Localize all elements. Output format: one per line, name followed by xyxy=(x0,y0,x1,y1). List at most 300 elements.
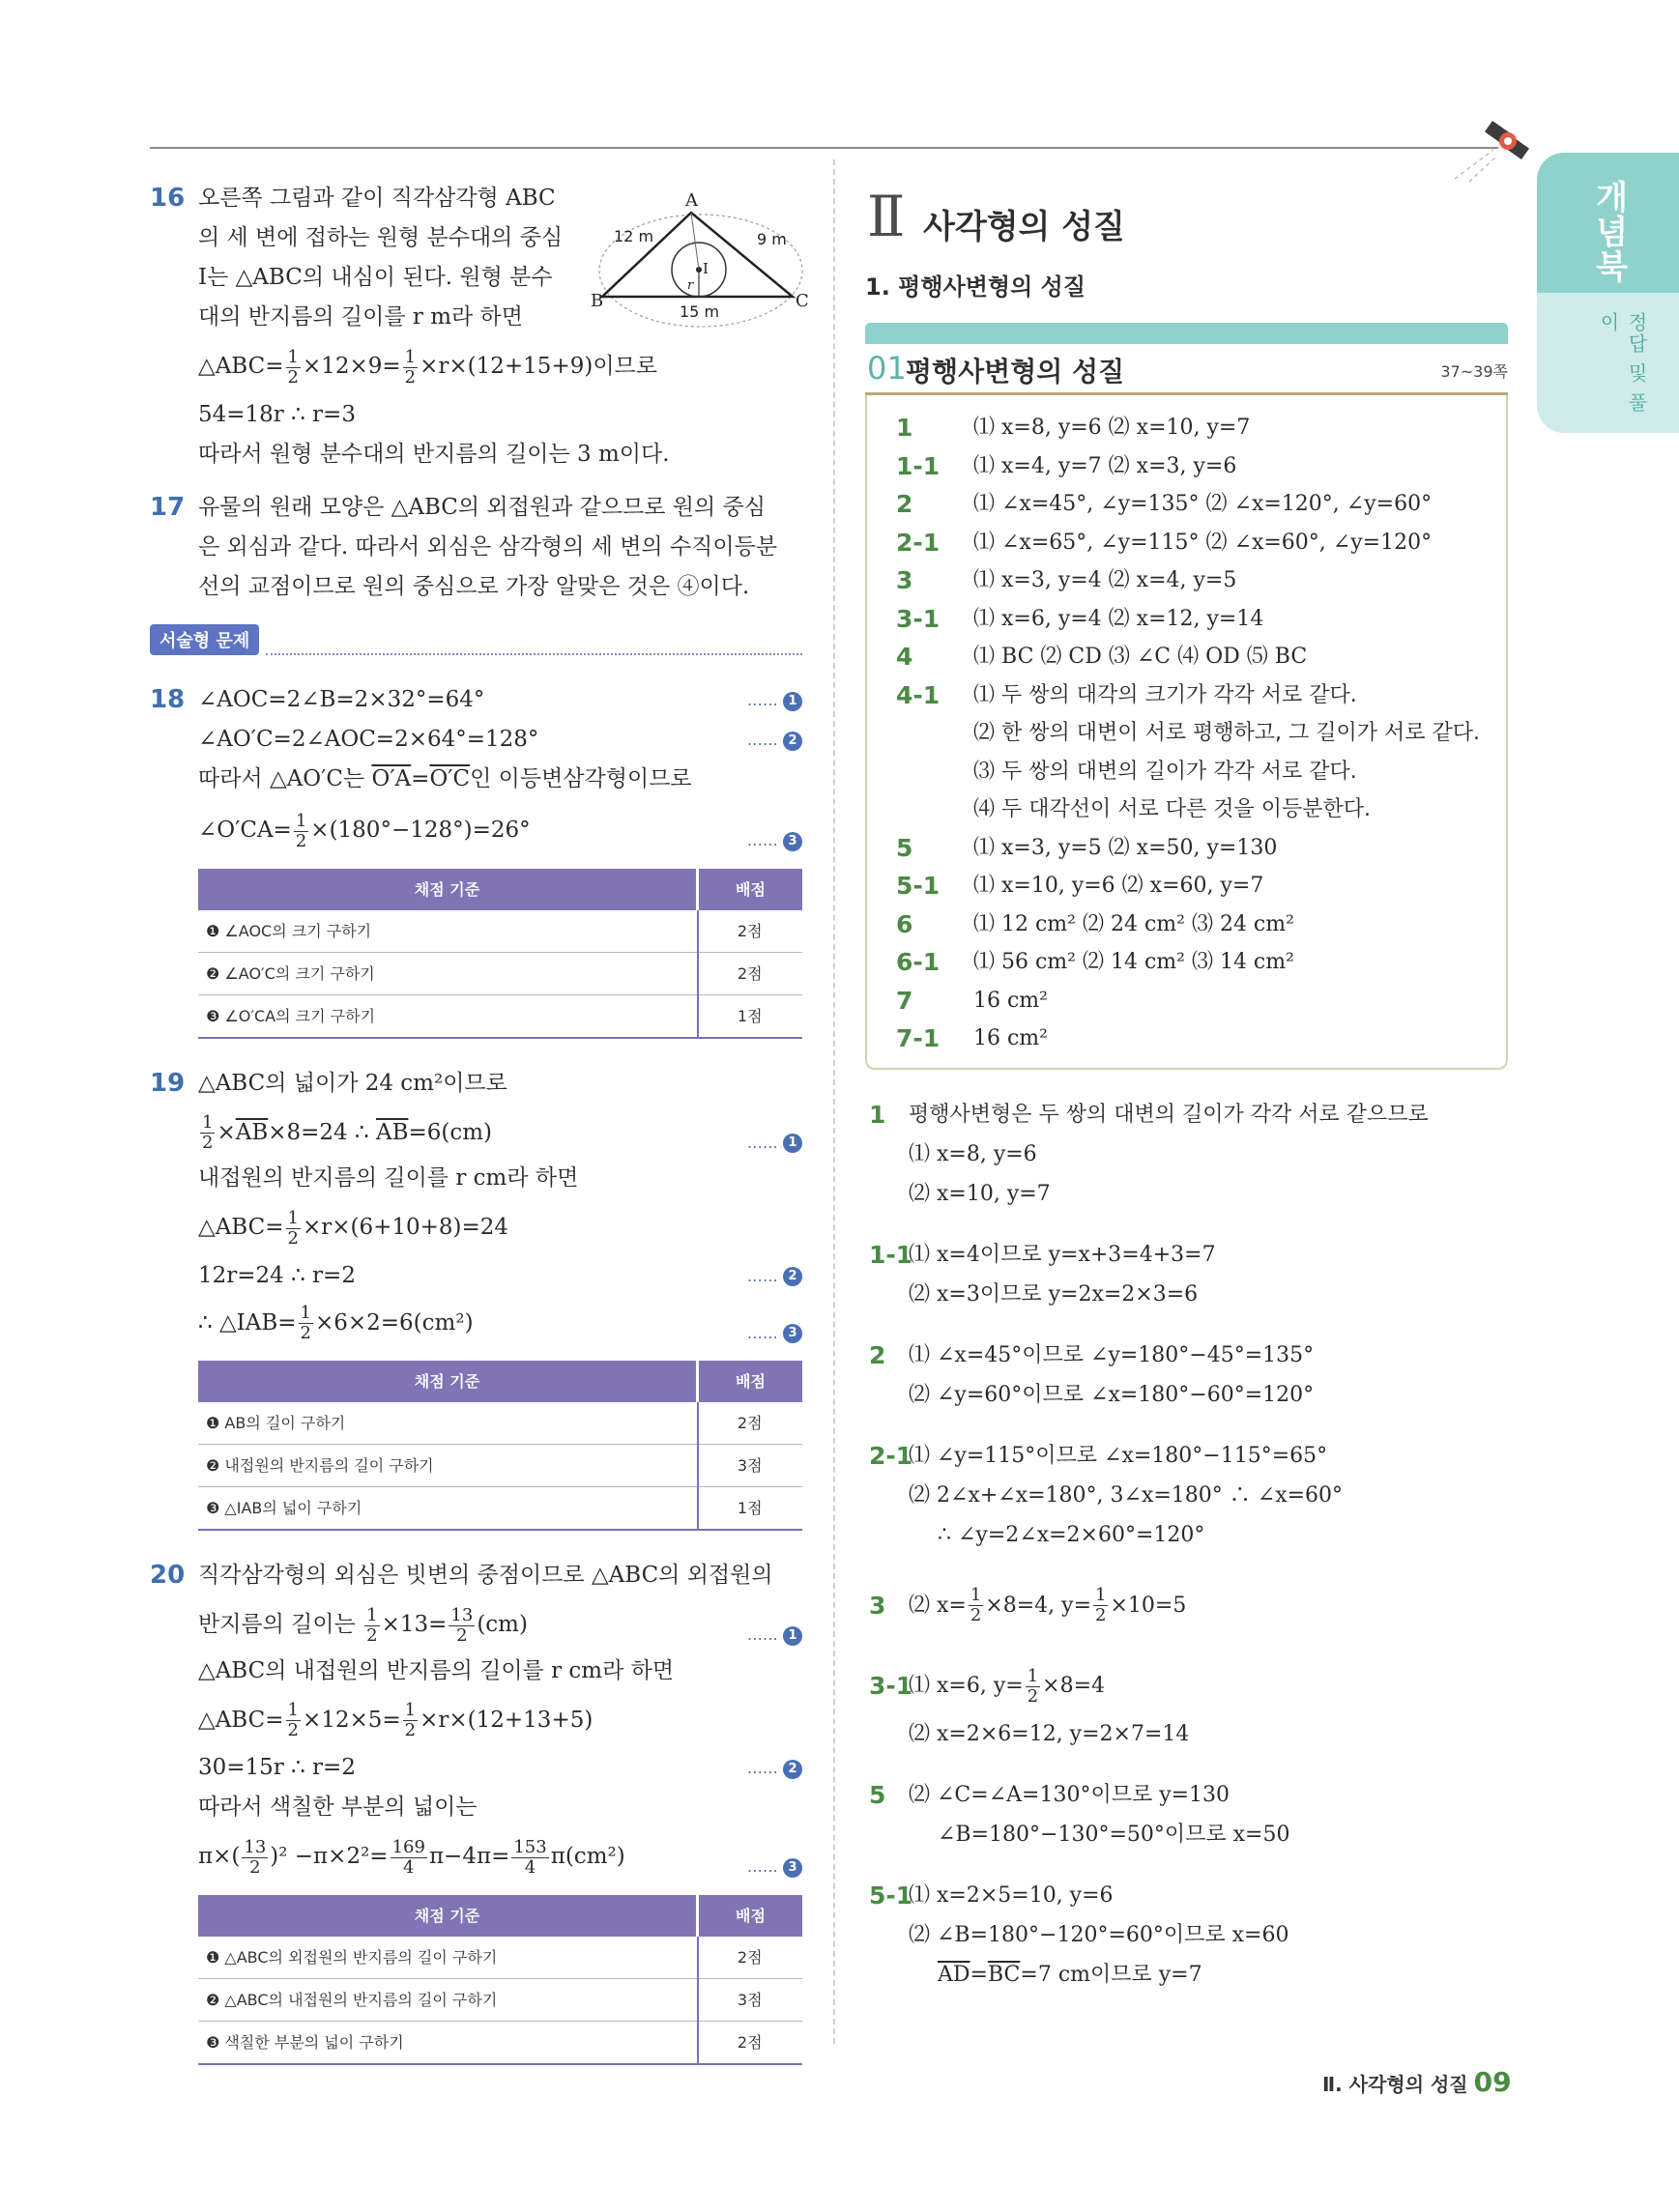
text-line: ⑵ x=10, y=7 xyxy=(909,1181,1051,1206)
answer-value: ⑴ 56 cm² ⑵ 14 cm² ⑶ 14 cm² xyxy=(973,950,1294,974)
text-line: ∠B=180°−130°=50°이므로 x=50 xyxy=(938,1822,1290,1847)
answer-key: 2-1 xyxy=(896,528,941,557)
equation-line xyxy=(198,1208,802,1249)
equation-line xyxy=(198,1748,802,1788)
grading-table xyxy=(198,1361,802,1531)
text-span: = xyxy=(411,766,430,791)
chapter-number: Ⅱ xyxy=(867,184,906,249)
answer-key: 3 xyxy=(896,566,913,594)
table-row xyxy=(198,910,802,953)
text-span: ×13= xyxy=(381,1612,448,1637)
table-row xyxy=(198,952,802,994)
fraction xyxy=(969,1586,983,1625)
equation-line xyxy=(938,1955,1508,1995)
answer-box-header xyxy=(865,323,1508,395)
text-span: ×6×2=6(cm²) xyxy=(314,1309,474,1336)
numerator: 13 xyxy=(244,1836,267,1857)
equation-line xyxy=(198,811,802,851)
table-cell: 3점 xyxy=(698,1978,803,2021)
side-tab[interactable] xyxy=(1537,153,1679,433)
answer-value: ⑴ x=4, y=7 ⑵ x=3, y=6 xyxy=(973,453,1237,478)
text-line: ⑴ x=4이므로 y=x+3=4+3=7 xyxy=(909,1242,1216,1267)
segment: O′A xyxy=(371,766,412,791)
table-cell: 2점 xyxy=(698,1937,803,1979)
numerator: 1 xyxy=(287,346,299,367)
text-span: π×( xyxy=(198,1844,241,1869)
explanation-number: 1 xyxy=(869,1100,886,1129)
side-tab-book[interactable] xyxy=(1537,153,1679,293)
text-span: ⑵ x= xyxy=(909,1593,967,1618)
numerator: 1 xyxy=(300,1303,311,1323)
answer-row xyxy=(867,447,1506,486)
numerator: 1 xyxy=(366,1604,378,1625)
table-header: 배점 xyxy=(698,1361,803,1402)
segment: $\overline{BC}$ xyxy=(987,1962,1021,1987)
dots: …… xyxy=(746,731,778,749)
problem-number: 20 xyxy=(150,1561,186,1590)
explanation-number: 3 xyxy=(869,1591,886,1620)
table-header: 배점 xyxy=(698,1895,803,1937)
text-line: 의 세 변에 접하는 원형 분수대의 중심 xyxy=(198,225,564,250)
fraction xyxy=(1026,1667,1040,1707)
vertex-c: C xyxy=(796,291,809,311)
denominator: 2 xyxy=(1027,1685,1039,1707)
explanation-5 xyxy=(865,1775,1508,1854)
explanation-number: 5-1 xyxy=(869,1881,913,1910)
explanation-number: 3-1 xyxy=(869,1672,913,1700)
denominator: 2 xyxy=(404,366,417,388)
text-line: ⑵ x=2×6=12, y=2×7=14 xyxy=(909,1721,1190,1746)
answer-row xyxy=(867,485,1506,524)
vertex-a: A xyxy=(685,190,698,211)
answer-value: ⑷ 두 대각선이 서로 다른 것을 이등분한다. xyxy=(973,797,1371,821)
numerator: 13 xyxy=(450,1604,474,1625)
answer-row xyxy=(867,524,1506,562)
left-column xyxy=(150,179,809,2090)
dots: …… xyxy=(746,1759,778,1777)
text-line: 유물의 원래 모양은 △ABC의 외접원과 같으므로 원의 중심 xyxy=(198,495,766,520)
fraction xyxy=(403,1701,418,1740)
table-cell: 1점 xyxy=(698,1487,803,1531)
text-line: ⑵ ∠B=180°−120°=60°이므로 x=60 xyxy=(909,1922,1289,1947)
answer-value: ⑵ 한 쌍의 대변이 서로 평행하고, 그 길이가 서로 같다. xyxy=(973,721,1480,745)
table-header: 채점 기준 xyxy=(198,869,698,910)
text-span: )² −π×2²= xyxy=(270,1844,389,1869)
problem-17 xyxy=(150,488,802,607)
text-span: ×8=4, y= xyxy=(985,1593,1092,1618)
answer-row xyxy=(867,905,1506,944)
text-span: 30=15r ∴ r=2 xyxy=(198,1755,356,1780)
page-footer xyxy=(1322,2066,1512,2098)
answer-row xyxy=(867,561,1506,600)
answer-row xyxy=(867,829,1506,868)
answer-key: 6-1 xyxy=(896,948,941,976)
text-line xyxy=(198,760,802,799)
text-span: △ABC= xyxy=(198,354,284,379)
answer-value: ⑶ 두 쌍의 대변의 길이가 각각 서로 같다. xyxy=(973,759,1357,784)
dots: …… xyxy=(746,1323,778,1342)
text-span: ×r×(12+13+5) xyxy=(420,1707,593,1733)
text-span: =6(cm) xyxy=(408,1119,493,1145)
text-span: ×12×5= xyxy=(302,1707,401,1733)
denominator: 2 xyxy=(970,1605,982,1625)
step-marker xyxy=(747,680,802,720)
explanation-3-1 xyxy=(865,1666,1508,1754)
vertex-b: B xyxy=(591,291,604,311)
answer-row xyxy=(867,638,1506,676)
header-band xyxy=(865,323,1508,344)
text-span: ∴ △IAB= xyxy=(198,1309,297,1336)
text-line: ⑴ x=8, y=6 xyxy=(909,1141,1037,1166)
answer-key: 2 xyxy=(896,490,913,518)
equation-line xyxy=(198,1256,802,1296)
explanation-number: 5 xyxy=(869,1780,886,1809)
text-line: ⑵ ∠C=∠A=130°이므로 y=130 xyxy=(909,1782,1230,1807)
fraction xyxy=(286,1701,301,1740)
unit-title: 평행사변형의 성질 xyxy=(906,356,1125,388)
problem-16 xyxy=(150,179,809,478)
explanation-3 xyxy=(865,1586,1508,1626)
fraction xyxy=(449,1606,475,1646)
answer-row xyxy=(867,1020,1506,1058)
text-span: ×r×(6+10+8)=24 xyxy=(302,1215,509,1240)
side-tab-book-label: 개념북 xyxy=(1589,180,1628,284)
denominator: 2 xyxy=(287,1720,299,1740)
text-span: △ABC= xyxy=(198,1707,284,1733)
answer-row xyxy=(867,676,1506,715)
segment: O′C xyxy=(429,766,471,791)
text-span: 인 이등변삼각형이므로 xyxy=(470,766,692,791)
step-circle: 1 xyxy=(783,1626,802,1646)
answer-value: ⑴ BC ⑵ CD ⑶ ∠C ⑷ OD ⑸ BC xyxy=(973,645,1308,669)
step-marker xyxy=(747,1256,802,1296)
page-number: 09 xyxy=(1473,2066,1512,2098)
denominator: 2 xyxy=(295,830,307,851)
fraction xyxy=(242,1838,268,1878)
top-rule xyxy=(150,147,1498,149)
text-span: =7 cm이므로 y=7 xyxy=(1020,1962,1202,1987)
text-line: 54=18r ∴ r=3 xyxy=(198,401,356,427)
answer-row xyxy=(867,714,1506,753)
section-title: 1. 평행사변형의 성질 xyxy=(865,273,1086,301)
dots: …… xyxy=(746,1625,778,1644)
text-line: 오른쪽 그림과 같이 직각삼각형 ABC xyxy=(198,186,556,211)
equation-line xyxy=(909,1666,1508,1707)
answer-row xyxy=(867,943,1506,982)
denominator: 4 xyxy=(403,1856,415,1878)
table-cell: ❶ △ABC의 외접원의 반지름의 길이 구하기 xyxy=(198,1937,698,1979)
text-span: ×10=5 xyxy=(1110,1593,1187,1618)
table-cell: ❷ 내접원의 반지름의 길이 구하기 xyxy=(198,1445,698,1487)
footer-chapter: Ⅱ. 사각형의 성질 xyxy=(1322,2073,1468,2096)
chapter-heading xyxy=(865,179,1508,256)
table-row xyxy=(198,1402,802,1445)
text-span: × xyxy=(217,1119,236,1145)
text-line: 대의 반지름의 길이를 r m라 하면 xyxy=(198,304,523,330)
table-cell: ❶ ∠AOC의 크기 구하기 xyxy=(198,910,698,953)
equation-line xyxy=(198,1701,802,1741)
explanation-number: 1-1 xyxy=(869,1240,913,1269)
table-cell: ❷ ∠AO′C의 크기 구하기 xyxy=(198,952,698,994)
segment: $\overline{AD}$ xyxy=(938,1962,970,1987)
table-cell: 3점 xyxy=(698,1445,803,1487)
answer-row xyxy=(867,600,1506,639)
explanation-5-1 xyxy=(865,1876,1508,1995)
problem-18 xyxy=(150,680,802,1039)
table-cell: ❸ △IAB의 넓이 구하기 xyxy=(198,1487,698,1531)
table-header: 채점 기준 xyxy=(198,1361,698,1402)
text-span: 12r=24 ∴ r=2 xyxy=(198,1262,356,1288)
answer-value: ⑴ x=8, y=6 ⑵ x=10, y=7 xyxy=(973,416,1251,440)
answer-value: ⑴ 두 쌍의 대각의 크기가 각각 서로 같다. xyxy=(973,682,1357,707)
answer-key: 5-1 xyxy=(896,872,941,900)
text-line: 따라서 원형 분수대의 반지름의 길이는 3 m이다. xyxy=(198,441,670,467)
answer-key: 3-1 xyxy=(896,604,941,633)
explanation-1-1 xyxy=(865,1235,1508,1314)
table-row xyxy=(198,1978,802,2021)
problem-number: 19 xyxy=(150,1068,186,1098)
fraction xyxy=(286,348,301,388)
text-span: 따라서 △AO′C는 xyxy=(198,766,372,791)
table-row xyxy=(198,1937,802,1979)
text-line: 평행사변형은 두 쌍의 대변의 길이가 각각 서로 같으므로 xyxy=(909,1102,1429,1127)
center-i: I xyxy=(703,260,709,277)
explanation-number: 2-1 xyxy=(869,1441,913,1470)
table-cell: 2점 xyxy=(698,1402,803,1445)
answer-value: ⑴ x=3, y=4 ⑵ x=4, y=5 xyxy=(973,568,1237,592)
side-ac-label: 9 m xyxy=(757,230,787,248)
text-span: π−4π= xyxy=(428,1844,510,1869)
side-tab-answers-label: 정답 및 풀이 xyxy=(1597,312,1648,414)
answer-key: 5 xyxy=(896,833,913,862)
equation-line xyxy=(198,720,802,760)
table-cell: 2점 xyxy=(698,910,803,953)
step-circle: 1 xyxy=(783,1134,802,1153)
side-tab-answers[interactable] xyxy=(1537,293,1679,433)
radius-label: r xyxy=(687,278,694,293)
dots: …… xyxy=(746,1266,778,1285)
text-line: 직각삼각형의 외심은 빗변의 중점이므로 △ABC의 외접원의 xyxy=(198,1563,773,1588)
problem-number: 18 xyxy=(150,685,186,714)
denominator: 2 xyxy=(287,366,299,388)
text-span: ×8=24 ∴ xyxy=(268,1119,376,1145)
text-span: ∠O′CA= xyxy=(198,818,292,843)
step-circle: 3 xyxy=(783,1324,802,1343)
explanation-2-1 xyxy=(865,1436,1508,1555)
essay-section-header xyxy=(150,624,802,659)
column-divider xyxy=(833,159,835,2044)
grading-table xyxy=(198,869,802,1039)
answer-key: 4-1 xyxy=(896,680,941,709)
answer-row xyxy=(867,753,1506,791)
table-header: 배점 xyxy=(698,869,803,910)
answer-row xyxy=(867,982,1506,1020)
table-cell: 2점 xyxy=(698,2021,803,2064)
step-marker xyxy=(747,1847,802,1886)
text-line: ⑴ ∠y=115°이므로 ∠x=180°−115°=65° xyxy=(909,1443,1328,1468)
step-marker xyxy=(747,1748,802,1788)
denominator: 2 xyxy=(287,1227,299,1249)
text-line: △ABC의 넓이가 24 cm²이므로 xyxy=(198,1070,507,1096)
dots: …… xyxy=(746,691,778,709)
text-span: ×r×(12+15+9)이므로 xyxy=(420,354,657,379)
numerator: 1 xyxy=(970,1585,982,1605)
step-marker xyxy=(747,1123,802,1163)
text-span: △ABC= xyxy=(198,1215,284,1240)
text-line: ⑴ ∠x=45°이므로 ∠y=180°−45°=135° xyxy=(909,1342,1315,1367)
fraction xyxy=(200,1113,215,1153)
side-ab-label: 12 m xyxy=(614,227,654,245)
table-row xyxy=(198,994,802,1038)
equation-line xyxy=(198,680,802,720)
equation-line xyxy=(198,1304,802,1344)
answer-value: ⑴ x=6, y=4 ⑵ x=12, y=14 xyxy=(973,606,1264,631)
step-marker xyxy=(747,1313,802,1353)
segment: $\overline{AB}$ xyxy=(235,1119,269,1145)
answer-value: ⑴ ∠x=45°, ∠y=135° ⑵ ∠x=120°, ∠y=60° xyxy=(973,492,1433,516)
table-row xyxy=(198,1487,802,1531)
denominator: 2 xyxy=(456,1624,468,1646)
denominator: 2 xyxy=(249,1856,261,1878)
answer-value: ⑴ 12 cm² ⑵ 24 cm² ⑶ 24 cm² xyxy=(973,911,1294,936)
answer-value: ⑴ x=3, y=5 ⑵ x=50, y=130 xyxy=(973,835,1278,860)
answer-key: 1 xyxy=(896,414,913,442)
numerator: 1 xyxy=(295,810,307,831)
text-line: 선의 교점이므로 원의 중심으로 가장 알맞은 것은 ④이다. xyxy=(198,574,750,599)
essay-badge: 서술형 문제 xyxy=(150,624,259,655)
fraction xyxy=(403,348,418,388)
equation-line xyxy=(198,347,802,388)
text-line: ∴ ∠y=2∠x=2×60°=120° xyxy=(938,1522,1205,1547)
numerator: 153 xyxy=(513,1836,547,1857)
text-line: ⑵ ∠y=60°이므로 ∠x=180°−60°=120° xyxy=(909,1382,1315,1407)
step-circle: 2 xyxy=(783,1760,802,1779)
step-circle: 2 xyxy=(783,732,802,751)
table-row xyxy=(198,2021,802,2064)
fraction xyxy=(511,1838,548,1878)
denominator: 2 xyxy=(300,1323,311,1343)
text-line: ⑴ x=2×5=10, y=6 xyxy=(909,1882,1114,1908)
table-row xyxy=(198,1445,802,1487)
answer-key: 1-1 xyxy=(896,451,941,480)
dots: …… xyxy=(746,1133,778,1152)
fraction xyxy=(391,1838,427,1878)
answer-row xyxy=(867,790,1506,829)
numerator: 1 xyxy=(1095,1585,1107,1605)
numerator: 1 xyxy=(1027,1665,1039,1686)
explanation-number: 2 xyxy=(869,1340,886,1369)
fraction xyxy=(364,1606,379,1646)
chapter-title: 사각형의 성질 xyxy=(923,208,1125,246)
denominator: 2 xyxy=(404,1720,417,1740)
text-line: 내접원의 반지름의 길이를 r cm라 하면 xyxy=(198,1165,579,1191)
step-circle: 1 xyxy=(783,692,802,711)
table-cell: 1점 xyxy=(698,994,803,1038)
denominator: 2 xyxy=(202,1133,214,1153)
step-marker xyxy=(747,720,802,760)
unit-number: 01 xyxy=(867,350,907,387)
text-span: ∠AO′C=2∠AOC=2×64°=128° xyxy=(198,727,539,752)
problem-number: 17 xyxy=(150,493,186,522)
grading-table xyxy=(198,1895,802,2065)
text-span: π(cm²) xyxy=(550,1844,625,1869)
answer-value: 16 cm² xyxy=(973,988,1048,1013)
answer-key: 4 xyxy=(896,643,913,671)
explanations xyxy=(865,1095,1508,1995)
step-circle: 3 xyxy=(783,1858,802,1878)
numerator: 1 xyxy=(404,346,417,367)
answer-key: 7 xyxy=(896,986,913,1015)
equation-line xyxy=(198,1837,802,1878)
fraction xyxy=(299,1304,313,1343)
answer-box xyxy=(865,395,1508,1070)
header-underline xyxy=(865,392,1508,395)
numerator: 1 xyxy=(287,1700,299,1720)
numerator: 1 xyxy=(404,1700,417,1720)
step-marker xyxy=(747,820,802,860)
section-rule xyxy=(266,653,802,655)
table-header: 채점 기준 xyxy=(198,1895,698,1937)
answer-key: 7-1 xyxy=(896,1024,941,1052)
answer-row xyxy=(867,867,1506,905)
numerator: 1 xyxy=(202,1112,214,1133)
dots: …… xyxy=(746,1857,778,1876)
text-line: ⑵ x=3이므로 y=2x=2×3=6 xyxy=(909,1281,1199,1307)
text-line: 따라서 색칠한 부분의 넓이는 xyxy=(198,1795,478,1820)
answer-value: ⑴ ∠x=65°, ∠y=115° ⑵ ∠x=60°, ∠y=120° xyxy=(973,530,1433,555)
fraction xyxy=(286,1209,301,1249)
text-span: ∠AOC=2∠B=2×32°=64° xyxy=(198,687,485,712)
text-span: = xyxy=(970,1962,988,1987)
equation-line xyxy=(909,1586,1508,1626)
page-range: 37~39쪽 xyxy=(1440,362,1508,381)
table-cell: ❸ 색칠한 부분의 넓이 구하기 xyxy=(198,2021,698,2064)
text-span: 반지름의 길이는 xyxy=(198,1612,363,1637)
table-cell: ❶ AB의 길이 구하기 xyxy=(198,1402,698,1445)
side-bc-label: 15 m xyxy=(680,302,720,321)
table-cell: ❸ ∠O′CA의 크기 구하기 xyxy=(198,994,698,1038)
table-cell: ❷ △ABC의 내접원의 반지름의 길이 구하기 xyxy=(198,1978,698,2021)
problem-20 xyxy=(150,1556,802,2065)
text-line: △ABC의 내접원의 반지름의 길이를 r cm라 하면 xyxy=(198,1657,675,1683)
explanation-1 xyxy=(865,1095,1508,1214)
denominator: 2 xyxy=(1095,1605,1107,1625)
denominator: 2 xyxy=(366,1624,378,1646)
right-column xyxy=(865,179,1508,1995)
segment: $\overline{AB}$ xyxy=(375,1119,409,1145)
fraction xyxy=(294,812,308,851)
text-span: ⑴ x=6, y= xyxy=(909,1674,1024,1698)
table-cell: 2점 xyxy=(698,952,803,994)
text-span: ×12×9= xyxy=(302,354,401,379)
text-line: 은 외심과 같다. 따라서 외심은 삼각형의 세 변의 수직이등분 xyxy=(198,534,778,560)
text-span: ×8=4 xyxy=(1042,1674,1106,1698)
explanation-2 xyxy=(865,1336,1508,1415)
text-line: I는 △ABC의 내심이 된다. 원형 분수 xyxy=(198,265,553,290)
step-circle: 3 xyxy=(783,832,802,851)
answer-row xyxy=(867,409,1506,447)
step-circle: 2 xyxy=(783,1267,802,1286)
text-line: ⑵ 2∠x+∠x=180°, 3∠x=180° ∴ ∠x=60° xyxy=(909,1482,1344,1508)
denominator: 4 xyxy=(524,1856,536,1878)
problem-19 xyxy=(150,1064,802,1532)
answer-value: 16 cm² xyxy=(973,1026,1048,1050)
satellite-icon xyxy=(1450,106,1542,184)
numerator: 169 xyxy=(391,1836,425,1857)
text-span: (cm) xyxy=(477,1612,528,1637)
text-span: ×(180°−128°)=26° xyxy=(310,818,531,843)
dots: …… xyxy=(746,831,778,849)
